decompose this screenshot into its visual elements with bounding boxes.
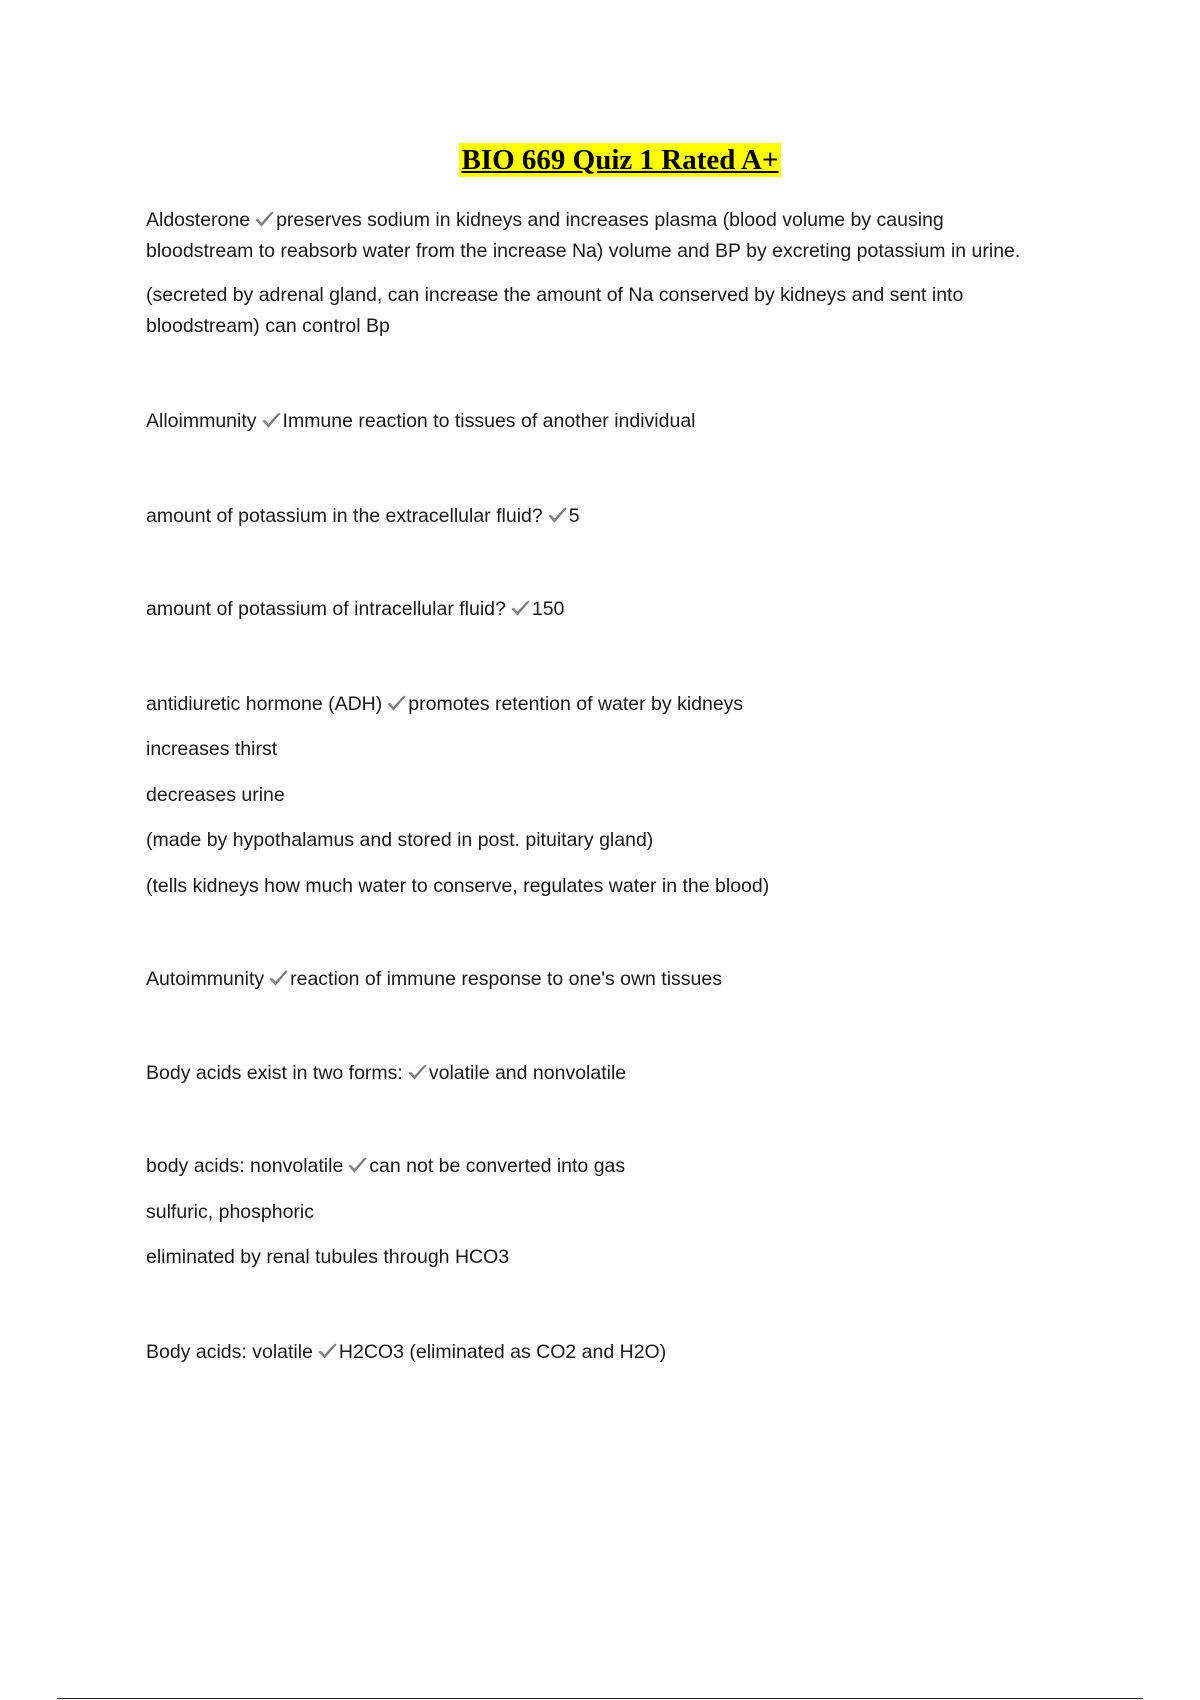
entry-potassium-intracellular	[146, 594, 1086, 625]
entry-term: amount of potassium in the extracellular fluid?	[146, 505, 543, 527]
entry-adh-note	[146, 780, 1086, 811]
entry-term: Body acids: volatile	[146, 1341, 313, 1363]
entry-answer: can not be converted into gas	[369, 1155, 626, 1177]
check-icon	[510, 599, 531, 617]
entry-term: amount of potassium of intracellular fluid?	[146, 598, 506, 620]
check-icon	[347, 1156, 368, 1174]
entry-note-line: (tells kidneys how much water to conserve, regulates water in the blood)	[146, 875, 770, 897]
entry-aldosterone-note	[146, 280, 1086, 342]
entry-answer: H2CO3 (eliminated as CO2 and H2O)	[338, 1341, 667, 1363]
entry-alloimmunity	[146, 406, 1086, 437]
entry-potassium-extracellular	[146, 501, 1086, 532]
check-icon	[317, 1342, 338, 1360]
entry-term: Alloimmunity	[146, 410, 257, 432]
entry-answer: preserves sodium in kidneys and increases plasma (blood volume by causing	[276, 209, 944, 231]
entry-term: Autoimmunity	[146, 968, 265, 990]
entry-answer: reaction of immune response to one's own tissues	[290, 968, 722, 990]
entry-body-acids-volatile	[146, 1337, 1086, 1368]
entry-note-line: decreases urine	[146, 784, 285, 806]
page-title: BIO 669 Quiz 1 Rated A+	[461, 144, 779, 176]
entry-note-line: (made by hypothalamus and stored in post. pituitary gland)	[146, 829, 654, 851]
entry-nonvolatile-note	[146, 1197, 1086, 1228]
entry-answer: 5	[568, 505, 580, 527]
check-icon	[547, 506, 568, 524]
entry-body-acids-forms	[146, 1058, 1086, 1089]
entry-adh	[146, 689, 1086, 720]
check-icon	[386, 694, 407, 712]
entry-answer: 150	[531, 598, 565, 620]
title-container	[0, 143, 1200, 177]
check-icon	[261, 411, 282, 429]
check-icon	[254, 210, 275, 228]
entry-note-line: sulfuric, phosphoric	[146, 1201, 314, 1223]
entry-term: Body acids exist in two forms:	[146, 1062, 403, 1084]
footer-divider	[57, 1698, 1143, 1699]
entry-note-line: (secreted by adrenal gland, can increase the amount of Na conserved by kidneys and sent into	[146, 284, 964, 306]
entry-body-acids-nonvolatile	[146, 1151, 1086, 1182]
entry-aldosterone	[146, 205, 1086, 267]
entry-answer-continued: bloodstream to reabsorb water from the increase Na) volume and BP by excreting potassium in urine.	[146, 240, 1021, 262]
entry-answer: Immune reaction to tissues of another individual	[282, 410, 696, 432]
entry-note-line: bloodstream) can control Bp	[146, 315, 390, 337]
entry-answer: promotes retention of water by kidneys	[408, 693, 744, 715]
entry-term: Aldosterone	[146, 209, 251, 231]
check-icon	[407, 1063, 428, 1081]
entry-note-line: increases thirst	[146, 738, 278, 760]
entry-answer: volatile and nonvolatile	[428, 1062, 627, 1084]
entry-adh-note	[146, 825, 1086, 856]
entry-nonvolatile-note	[146, 1242, 1086, 1273]
check-icon	[268, 969, 289, 987]
entry-adh-note	[146, 871, 1086, 902]
entry-adh-note	[146, 734, 1086, 765]
entry-term: body acids: nonvolatile	[146, 1155, 344, 1177]
entry-autoimmunity	[146, 964, 1086, 995]
entry-note-line: eliminated by renal tubules through HCO3	[146, 1246, 510, 1268]
entry-term: antidiuretic hormone (ADH)	[146, 693, 383, 715]
